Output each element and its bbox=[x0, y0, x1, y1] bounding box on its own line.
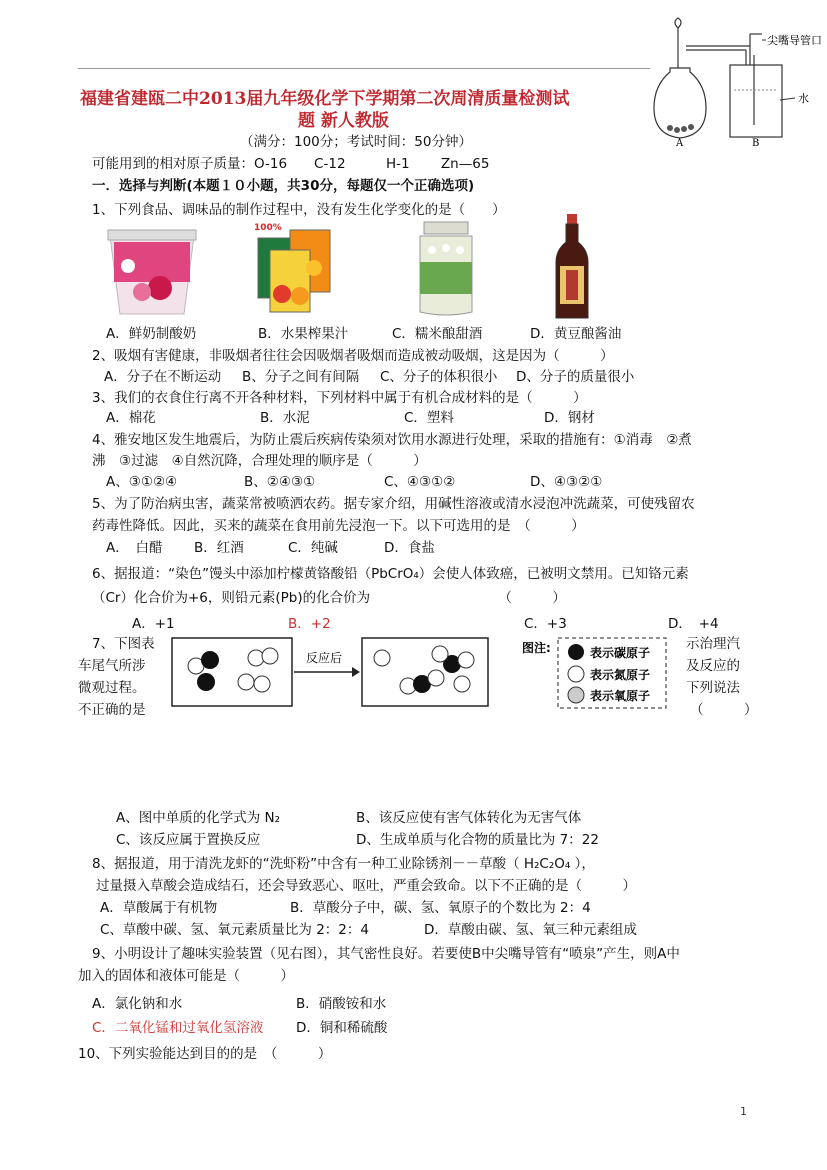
q9-option-d[interactable]: D．铜和稀硫酸 bbox=[296, 1020, 388, 1036]
q7-left-1: 7、下图表 bbox=[92, 636, 155, 652]
q7-right-3: 下列说法 bbox=[686, 680, 740, 696]
q8-stem-line1: 8、据报道，用于清洗龙虾的“洗虾粉”中含有一种工业除锈剂－－草酸（ H₂C₂O₄ ）， bbox=[92, 856, 595, 872]
q7-option-d[interactable]: D、生成单质与化合物的质量比为 7：22 bbox=[356, 832, 599, 848]
q3-option-b[interactable]: B．水泥 bbox=[260, 410, 310, 426]
q5-option-b[interactable]: B．红酒 bbox=[194, 540, 244, 556]
q3-option-c[interactable]: C．塑料 bbox=[404, 410, 454, 426]
header-rule bbox=[78, 68, 650, 69]
q3-option-a[interactable]: A．棉花 bbox=[106, 410, 156, 426]
pack-text: 100% bbox=[254, 223, 282, 233]
q4-stem-line1: 4、雅安地区发生地震后，为防止震后疾病传染须对饮用水源进行处理，采取的措施有：①消毒 ②煮 bbox=[92, 432, 692, 448]
q9-option-a[interactable]: A．氯化钠和水 bbox=[92, 996, 183, 1012]
juice-box-image bbox=[248, 220, 338, 316]
page-number: 1 bbox=[740, 1105, 747, 1118]
q7-left-2: 车尾气所涉 bbox=[78, 658, 146, 674]
q2-option-b[interactable]: B、分子之间有间隔 bbox=[242, 369, 360, 385]
q6-option-b[interactable]: B．+2 bbox=[288, 616, 331, 632]
q9-stem-line2: 加入的固体和液体可能是（ ） bbox=[78, 968, 294, 984]
q9-option-b[interactable]: B．硝酸铵和水 bbox=[296, 996, 387, 1012]
legend-nitrogen: 表示氮原子 bbox=[590, 668, 651, 682]
q2-option-a[interactable]: A．分子在不断运动 bbox=[104, 369, 222, 385]
q8-option-b[interactable]: B．草酸分子中，碳、氢、氧原子的个数比为 2：4 bbox=[290, 900, 591, 916]
legend-carbon: 表示碳原子 bbox=[590, 646, 651, 660]
q1-stem: 1、下列食品、调味品的制作过程中，没有发生化学变化的是（ ） bbox=[92, 202, 506, 218]
q1-option-b[interactable]: B．水果榨果汁 bbox=[258, 326, 349, 342]
q2-stem: 2、吸烟有害健康，非吸烟者往往会因吸烟者吸烟而造成被动吸烟，这是因为（ ） bbox=[92, 348, 614, 364]
label-b: B bbox=[752, 138, 760, 149]
q5-option-d[interactable]: D．食盐 bbox=[384, 540, 435, 556]
reaction-diagram bbox=[170, 636, 492, 710]
q1-option-d[interactable]: D．黄豆酿酱油 bbox=[530, 326, 622, 342]
q5-option-c[interactable]: C．纯碱 bbox=[288, 540, 338, 556]
q1-option-c[interactable]: C．糯米酿甜酒 bbox=[392, 326, 483, 342]
q1-option-a[interactable]: A．鲜奶制酸奶 bbox=[106, 326, 197, 342]
q4-option-c[interactable]: C、④③①② bbox=[384, 474, 456, 490]
q8-stem-line2: 过量摄入草酸会造成结石，还会导致恶心、呕吐，严重会致命。以下不正确的是（ ） bbox=[96, 878, 636, 894]
q6-option-d[interactable]: D． +4 bbox=[668, 616, 719, 632]
yogurt-cup-image bbox=[104, 226, 200, 318]
q8-option-d[interactable]: D．草酸由碳、氢、氧三种元素组成 bbox=[424, 922, 637, 938]
apparatus-figure bbox=[650, 10, 827, 150]
page-title-line2: 题 新人教版 bbox=[298, 111, 389, 131]
q6-option-c[interactable]: C．+3 bbox=[524, 616, 567, 632]
legend-box bbox=[520, 634, 670, 712]
water-label: 水 bbox=[798, 92, 809, 105]
q3-option-d[interactable]: D．钢材 bbox=[544, 410, 595, 426]
q8-option-c[interactable]: C、草酸中碳、氢、氧元素质量比为 2：2：4 bbox=[100, 922, 369, 938]
q5-option-a[interactable]: A． 白醋 bbox=[106, 540, 163, 556]
legend-title: 图注: bbox=[522, 641, 551, 655]
section-heading: 一．选择与判断(本题１０小题，共30分，每题仅一个正确选项) bbox=[92, 178, 475, 194]
q6-stem-line1: 6、据报道：“染色”馒头中添加柠檬黄铬酸铅（PbCrO₄）会使人体致癌，已被明文禁用。已知铬元素 bbox=[92, 566, 689, 582]
soy-sauce-bottle-image bbox=[552, 214, 592, 320]
nozzle-label: 尖嘴导管口 bbox=[767, 34, 822, 47]
q2-option-c[interactable]: C、分子的体积很小 bbox=[380, 369, 498, 385]
q7-right-2: 及反应的 bbox=[686, 658, 740, 674]
q9-stem-line1: 9、小明设计了趣味实验装置（见右图），其气密性良好。若要使B中尖嘴导管有“喷泉”产生，则A中 bbox=[92, 946, 680, 962]
q7-right-4: （ ） bbox=[690, 702, 758, 718]
arrow-label: 反应后 bbox=[306, 651, 343, 665]
q4-option-b[interactable]: B、②④③① bbox=[244, 474, 316, 490]
q5-stem-line2: 药毒性降低。因此，买来的蔬菜在食用前先浸泡一下。以下可选用的是 （ ） bbox=[92, 518, 585, 534]
q4-stem-line2: 沸 ③过滤 ④自然沉降，合理处理的顺序是（ ） bbox=[92, 453, 427, 469]
q7-option-b[interactable]: B、该反应使有害气体转化为无害气体 bbox=[356, 810, 582, 826]
q6-stem-line2: （Cr）化合价为+6，则铅元素(Pb)的化合价为 （ ） bbox=[92, 590, 566, 606]
q7-right-1: 示治理汽 bbox=[686, 636, 740, 652]
q2-option-d[interactable]: D、分子的质量很小 bbox=[516, 369, 635, 385]
q5-stem-line1: 5、为了防治病虫害，蔬菜常被喷洒农药。据专家介绍，用碱性溶液或清水浸泡冲洗蔬菜，可使残留农 bbox=[92, 496, 695, 512]
legend-oxygen: 表示氧原子 bbox=[590, 689, 651, 703]
page-title: 福建省建瓯二中2013届九年级化学下学期第二次周清质量检测试 bbox=[80, 89, 570, 109]
q7-option-c[interactable]: C、该反应属于置换反应 bbox=[116, 832, 261, 848]
q7-left-4: 不正确的是 bbox=[78, 702, 146, 718]
label-a: A bbox=[676, 138, 684, 149]
q10-stem: 10、下列实验能达到目的的是 （ ） bbox=[78, 1046, 332, 1062]
q8-option-a[interactable]: A．草酸属于有机物 bbox=[100, 900, 218, 916]
q3-stem: 3、我们的衣食住行离不开各种材料，下列材料中属于有机合成材料的是（ ） bbox=[92, 390, 587, 406]
q4-option-a[interactable]: A、③①②④ bbox=[106, 474, 178, 490]
q6-option-a[interactable]: A．+1 bbox=[132, 616, 175, 632]
q7-left-3: 微观过程。 bbox=[78, 680, 146, 696]
q4-option-d[interactable]: D、④③②① bbox=[530, 474, 603, 490]
atomic-mass-line: 可能用到的相对原子质量：O-16 C-12 H-1 Zn—65 bbox=[92, 156, 490, 172]
q7-option-a[interactable]: A、图中单质的化学式为 N₂ bbox=[116, 810, 281, 826]
exam-meta: （满分：100分；考试时间：50分钟） bbox=[240, 134, 472, 150]
q9-option-c[interactable]: C．二氧化锰和过氧化氢溶液 bbox=[92, 1020, 264, 1036]
rice-wine-jar-image bbox=[412, 220, 480, 318]
